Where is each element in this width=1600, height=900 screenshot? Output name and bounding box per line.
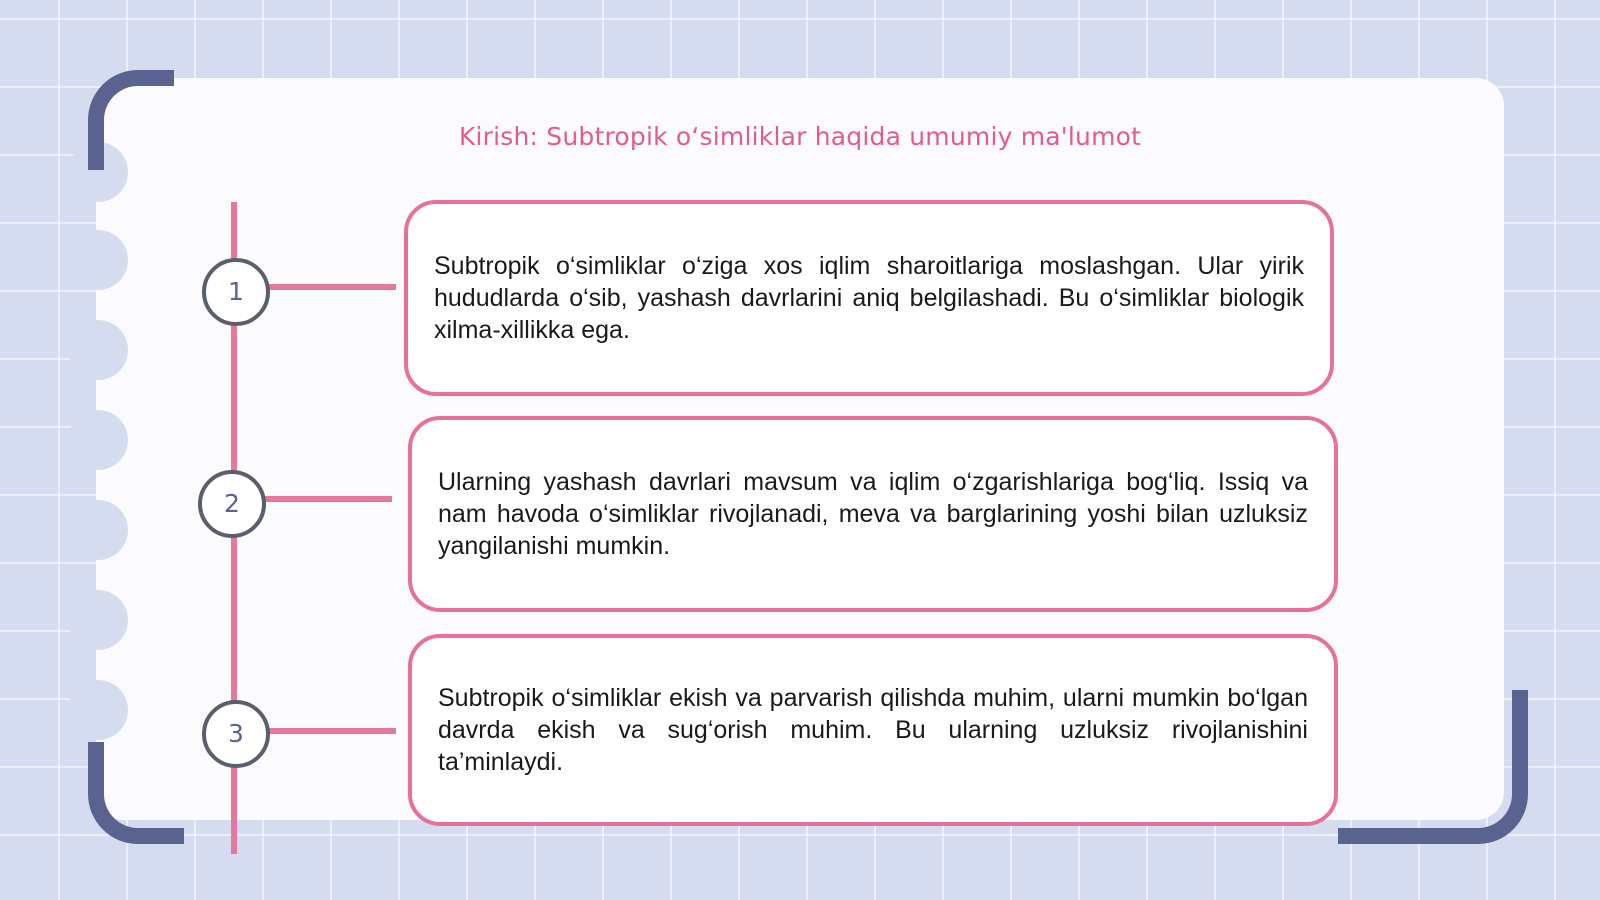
- step-number-3: 3: [202, 700, 270, 768]
- timeline-connector: [262, 728, 396, 734]
- info-text-2: Ularning yashash davrlari mavsum va iqlim o‘zgarishlariga bog‘liq. Issiq va nam havoda o‘simliklar rivojlanadi, meva va barglarining yoshi bilan uzluksiz yangilanishi mumkin.: [438, 468, 1308, 560]
- slide-title: Kirish: Subtropik oʻsimliklar haqida umumiy ma'lumot: [458, 122, 1142, 151]
- info-box-1: [404, 200, 1334, 396]
- corner-bracket-bottom-right: [1338, 690, 1528, 844]
- info-box-3: [408, 634, 1338, 826]
- corner-bracket-top-left: [88, 70, 174, 170]
- notebook-hole: [68, 410, 128, 470]
- step-number-2: 2: [198, 470, 266, 538]
- notebook-hole: [68, 320, 128, 380]
- info-box-2: [408, 416, 1338, 612]
- info-text-3: Subtropik o‘simliklar ekish va parvarish qilishda muhim, ularni mumkin bo‘lgan davrda ekish va sug‘orish muhim. Bu ularning uzluksiz rivojlanishini ta’minlaydi.: [438, 684, 1308, 776]
- notebook-hole: [68, 590, 128, 650]
- timeline-connector: [262, 284, 396, 290]
- corner-bracket-bottom-left: [88, 742, 184, 844]
- notebook-hole: [68, 230, 128, 290]
- timeline-connector: [258, 496, 392, 502]
- info-text-1: Subtropik o‘simliklar o‘ziga xos iqlim sharoitlariga moslashgan. Ular yirik hududlarda o‘sib, yashash davrlarini aniq belgilashadi. Bu o‘simliklar biologik xilma-xillikka ega.: [434, 252, 1304, 344]
- notebook-hole: [68, 680, 128, 740]
- step-number-1: 1: [202, 258, 270, 326]
- notebook-hole: [68, 500, 128, 560]
